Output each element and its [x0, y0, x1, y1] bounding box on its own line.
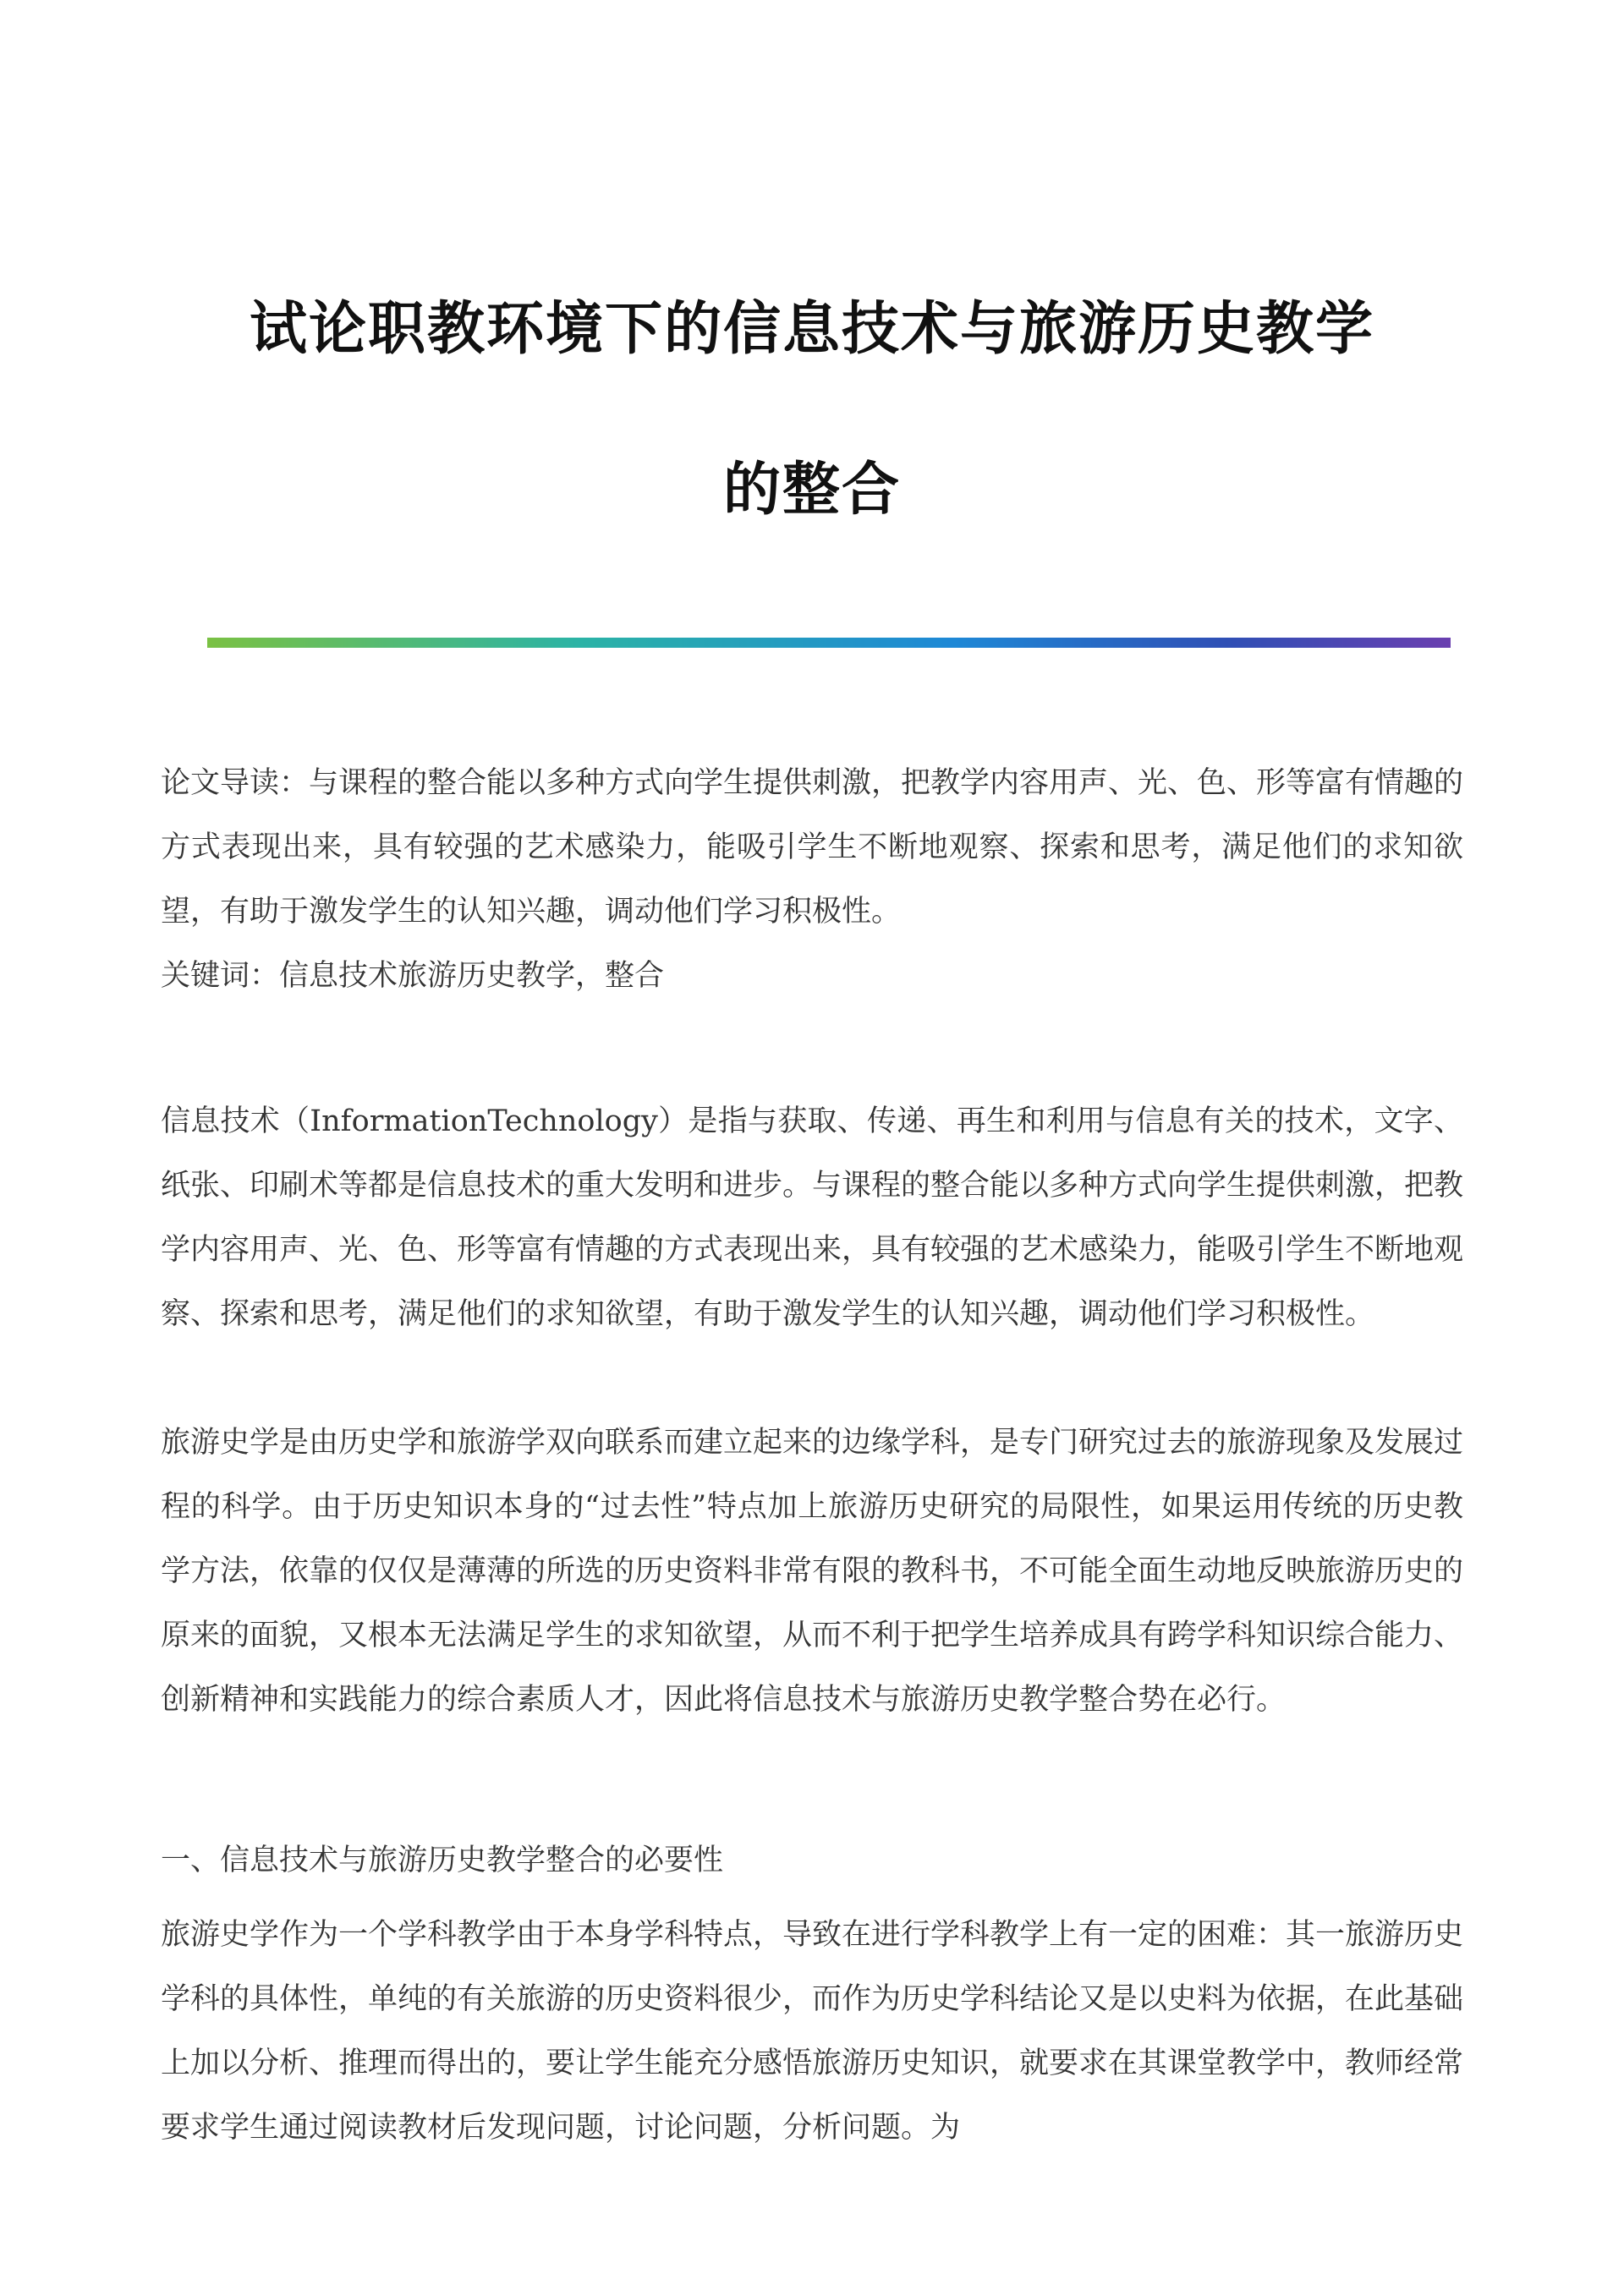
keywords-line: 关键词：信息技术旅游历史教学，整合: [161, 959, 665, 993]
body-paragraph-2: 旅游史学是由历史学和旅游学双向联系而建立起来的边缘学科，是专门研究过去的旅游现象及发展过程的科学。由于历史知识本身的“过去性”特点加上旅游历史研究的局限性，如果运用传统的历史教学方法，依靠的仅仅是薄薄的所选的历史资料非常有限的教科书，不可能全面生动地反映旅游历史的原来的面貌，又根本无法满足学生的求知欲望，从而不利于把学生培养成具有跨学科知识综合能力、创新精神和实践能力的综合素质人才，因此将信息技术与旅游历史教学整合势在必行。: [161, 1426, 1464, 1717]
gradient-divider: [207, 638, 1451, 648]
section-heading-1: 一、信息技术与旅游历史教学整合的必要性: [161, 1844, 724, 1877]
body-paragraph-3: 旅游史学作为一个学科教学由于本身学科特点，导致在进行学科教学上有一定的困难：其一旅游历史学科的具体性，单纯的有关旅游的历史资料很少，而作为历史学科结论又是以史料为依据，在此基础上加以分析、推理而得出的，要让学生能充分感悟旅游历史知识，就要求在其课堂教学中，教师经常要求学生通过阅读教材后发现问题，讨论问题，分析问题。为: [161, 1918, 1464, 2145]
body-paragraph-1: 信息技术（InformationTechnology）是指与获取、传递、再生和利用与信息有关的技术，文字、纸张、印刷术等都是信息技术的重大发明和进步。与课程的整合能以多种方式向学生提供刺激，把教学内容用声、光、色、形等富有情趣的方式表现出来，具有较强的艺术感染力，能吸引学生不断地观察、探索和思考，满足他们的求知欲望，有助于激发学生的认知兴趣，调动他们学习积极性。: [161, 1104, 1464, 1331]
document-title-line-1: 试论职教环境下的信息技术与旅游历史教学: [249, 296, 1374, 363]
abstract-paragraph: 论文导读：与课程的整合能以多种方式向学生提供刺激，把教学内容用声、光、色、形等富有情趣的方式表现出来，具有较强的艺术感染力，能吸引学生不断地观察、探索和思考，满足他们的求知欲望，有助于激发学生的认知兴趣，调动他们学习积极性。: [161, 766, 1464, 929]
document-title-line-2: 的整合: [722, 457, 901, 523]
